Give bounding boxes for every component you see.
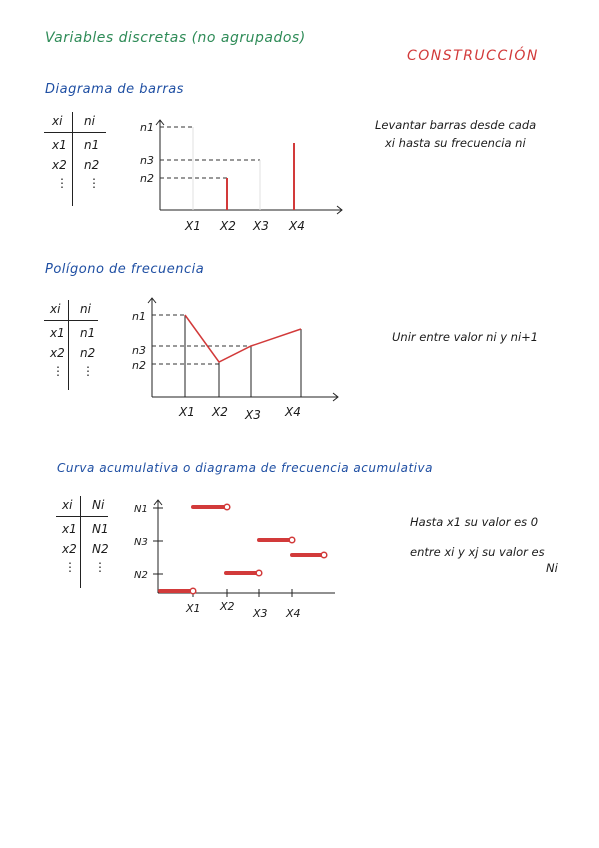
table-cell: ⋮ xyxy=(52,364,64,378)
note-line: xi hasta su frecuencia ni xyxy=(385,136,526,150)
x-tick-label: X4 xyxy=(289,219,305,233)
table-cell: x2 xyxy=(52,158,67,172)
table-cell: n1 xyxy=(80,326,96,340)
table-cell: N2 xyxy=(92,542,109,556)
note-line: Levantar barras desde cada xyxy=(375,118,537,132)
table-cell: n2 xyxy=(80,346,96,360)
x-tick-label: X2 xyxy=(212,405,228,419)
x-tick-label: X4 xyxy=(285,405,301,419)
section-heading-cumulative-curve: Curva acumulativa o diagrama de frecuencia acumulativa xyxy=(57,461,433,475)
y-tick-label: n3 xyxy=(140,154,154,167)
x-tick-label: X1 xyxy=(185,219,201,233)
section-heading-bar-diagram: Diagrama de barras xyxy=(45,82,184,97)
table-cell: n1 xyxy=(84,138,100,152)
note-line: Hasta x1 su valor es 0 xyxy=(410,515,539,529)
table-cell: ⋮ xyxy=(64,560,76,574)
table-cell: n2 xyxy=(84,158,100,172)
note-line: Ni xyxy=(546,561,558,575)
y-tick-label: n1 xyxy=(140,121,154,134)
y-tick-label: n1 xyxy=(132,310,146,323)
page-title: Variables discretas (no agrupados) xyxy=(45,30,306,46)
y-tick-label: N1 xyxy=(134,504,148,515)
table-cell: x1 xyxy=(52,138,67,152)
table-cell: ⋮ xyxy=(88,176,100,190)
open-endpoint xyxy=(224,504,230,510)
table-cell: x2 xyxy=(50,346,65,360)
x-tick-label: X3 xyxy=(245,408,261,422)
cumulative-curve-note xyxy=(410,510,558,580)
y-tick-label: n2 xyxy=(140,172,154,185)
y-tick-label: N3 xyxy=(134,537,148,548)
table-cell: x1 xyxy=(62,522,77,536)
x-tick-label: X3 xyxy=(253,607,268,620)
open-endpoint xyxy=(321,552,327,558)
section-heading-frequency-polygon: Polígono de frecuencia xyxy=(45,262,205,277)
table-cell: ⋮ xyxy=(82,364,94,378)
x-tick-label: X1 xyxy=(179,405,195,419)
table-head-n: Ni xyxy=(92,498,105,512)
table-cell: x2 xyxy=(62,542,77,556)
note-line: Unir entre valor ni y ni+1 xyxy=(392,330,539,344)
open-endpoint xyxy=(256,570,262,576)
construction-label: CONSTRUCCIÓN xyxy=(407,48,539,64)
x-tick-label: X3 xyxy=(253,219,269,233)
table-cell: N1 xyxy=(92,522,109,536)
y-tick-label: n3 xyxy=(132,344,146,357)
y-tick-label: n2 xyxy=(132,359,146,372)
table-head-x: xi xyxy=(52,114,63,128)
table-cell: ⋮ xyxy=(94,560,106,574)
x-tick-label: X2 xyxy=(220,600,235,613)
note-line: entre xi y xj su valor es xyxy=(410,545,545,559)
open-endpoint xyxy=(190,588,196,594)
open-endpoint xyxy=(289,537,295,543)
x-tick-label: X1 xyxy=(186,602,201,615)
table-head-n: ni xyxy=(80,302,91,316)
x-tick-label: X2 xyxy=(220,219,236,233)
x-tick-label: X4 xyxy=(286,607,301,620)
table-cell: ⋮ xyxy=(56,176,68,190)
table-head-n: ni xyxy=(84,114,95,128)
y-tick-label: N2 xyxy=(134,570,148,581)
table-cell: x1 xyxy=(50,326,65,340)
table-head-x: xi xyxy=(62,498,73,512)
table-head-x: xi xyxy=(50,302,61,316)
